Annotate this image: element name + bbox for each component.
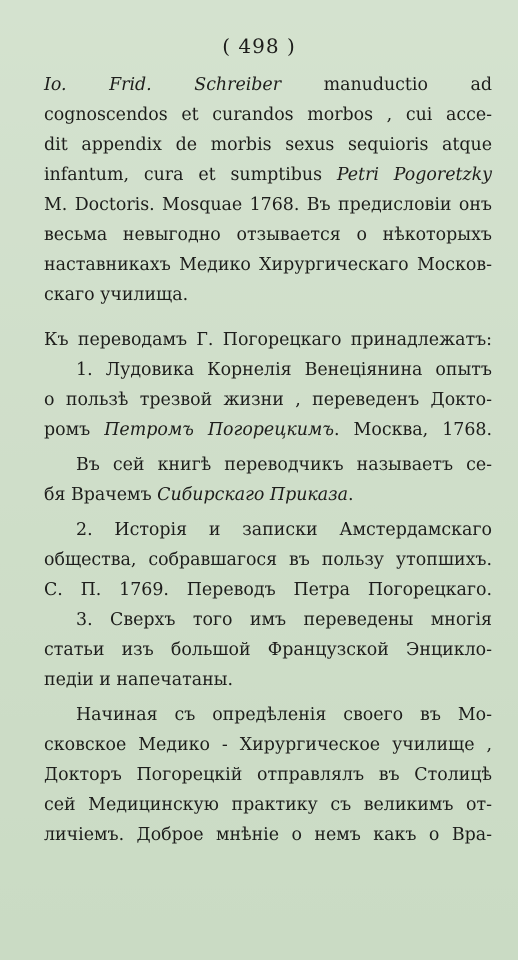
text-line <box>44 730 492 760</box>
text-line <box>44 480 492 510</box>
text-line <box>44 820 492 850</box>
text-run: cognoscendos et curandos morbos , cui acce- <box>44 105 492 125</box>
text-run: наставникахъ Медико Хирургическаго Москов- <box>44 255 492 275</box>
text-line <box>44 250 492 280</box>
text-line <box>44 605 492 635</box>
italic-text: Петромъ Погорецкимъ <box>104 420 334 440</box>
text-line <box>44 385 492 415</box>
text-line <box>44 70 492 100</box>
text-run: infantum, cura et sumptibus <box>44 165 337 185</box>
text-run: Въ сей книгѣ переводчикъ называетъ се- <box>76 455 492 475</box>
text-line <box>44 355 492 385</box>
text-run: . Москва, 1768. <box>333 420 492 440</box>
text-run: С. П. 1769. Переводъ Петра Погорецкаго. <box>44 580 492 600</box>
text-line <box>44 790 492 820</box>
text-line <box>44 325 492 355</box>
italic-text: Сибирскаго Приказа <box>157 485 349 505</box>
text-line <box>44 665 492 695</box>
italic-text: Io. Frid. <box>44 75 152 95</box>
text-line <box>44 700 492 730</box>
text-run: M. Doctoris. Mosquae 1768. Въ предисловіи онъ <box>44 195 492 215</box>
text-line <box>44 160 492 190</box>
text-line <box>44 635 492 665</box>
text-run <box>152 75 195 95</box>
text-run: 1. Лудовика Корнелія Венеціянина опытъ <box>76 360 492 380</box>
text-line <box>44 450 492 480</box>
text-run: общества, собравшагося въ пользу утопшихъ. <box>44 550 492 570</box>
text-run: о пользѣ трезвой жизни , переведенъ Докто- <box>44 390 492 410</box>
text-run: статьи изъ большой Французской Энцикло- <box>44 640 492 660</box>
text-run: Къ переводамъ Г. Погорецкаго принадлежатъ: <box>44 330 492 350</box>
text-line <box>44 190 492 220</box>
page-number: ( 498 ) <box>222 34 296 58</box>
text-line <box>44 100 492 130</box>
italic-text: Petri Pogoretzky <box>336 165 492 185</box>
text-run: manuductio ad <box>281 75 492 95</box>
text-run: скаго училища. <box>44 285 189 305</box>
italic-text: Schreiber <box>194 75 282 95</box>
text-run: . <box>348 485 354 505</box>
text-run: 3. Сверхъ того имъ переведены многія <box>76 610 492 630</box>
text-line <box>44 415 492 445</box>
text-run: 2. Исторія и записки Амстердамскаго <box>76 520 492 540</box>
text-run: Докторъ Погорецкій отправлялъ въ Столицѣ <box>44 765 492 785</box>
text-line <box>44 130 492 160</box>
text-run: ромъ <box>44 420 105 440</box>
text-line <box>44 760 492 790</box>
text-run: педіи и напечатаны. <box>44 670 234 690</box>
text-line <box>44 280 492 310</box>
text-line <box>44 220 492 250</box>
text-run: сковское Медико - Хирургическое училище , <box>44 735 492 755</box>
text-run: личіемъ. Доброе мнѣніе о немъ какъ о Вра- <box>44 825 492 845</box>
text-line <box>44 545 492 575</box>
text-line <box>44 515 492 545</box>
text-line <box>44 575 492 605</box>
text-run: весьма невыгодно отзывается о нѣкоторыхъ <box>44 225 492 245</box>
text-run: бя Врачемъ <box>44 485 158 505</box>
text-run: Начиная съ опредѣленія своего въ Мо- <box>76 705 492 725</box>
text-run: dit appendix de morbis sexus sequioris atque <box>44 135 492 155</box>
text-run: сей Медицинскую практику съ великимъ от- <box>44 795 492 815</box>
